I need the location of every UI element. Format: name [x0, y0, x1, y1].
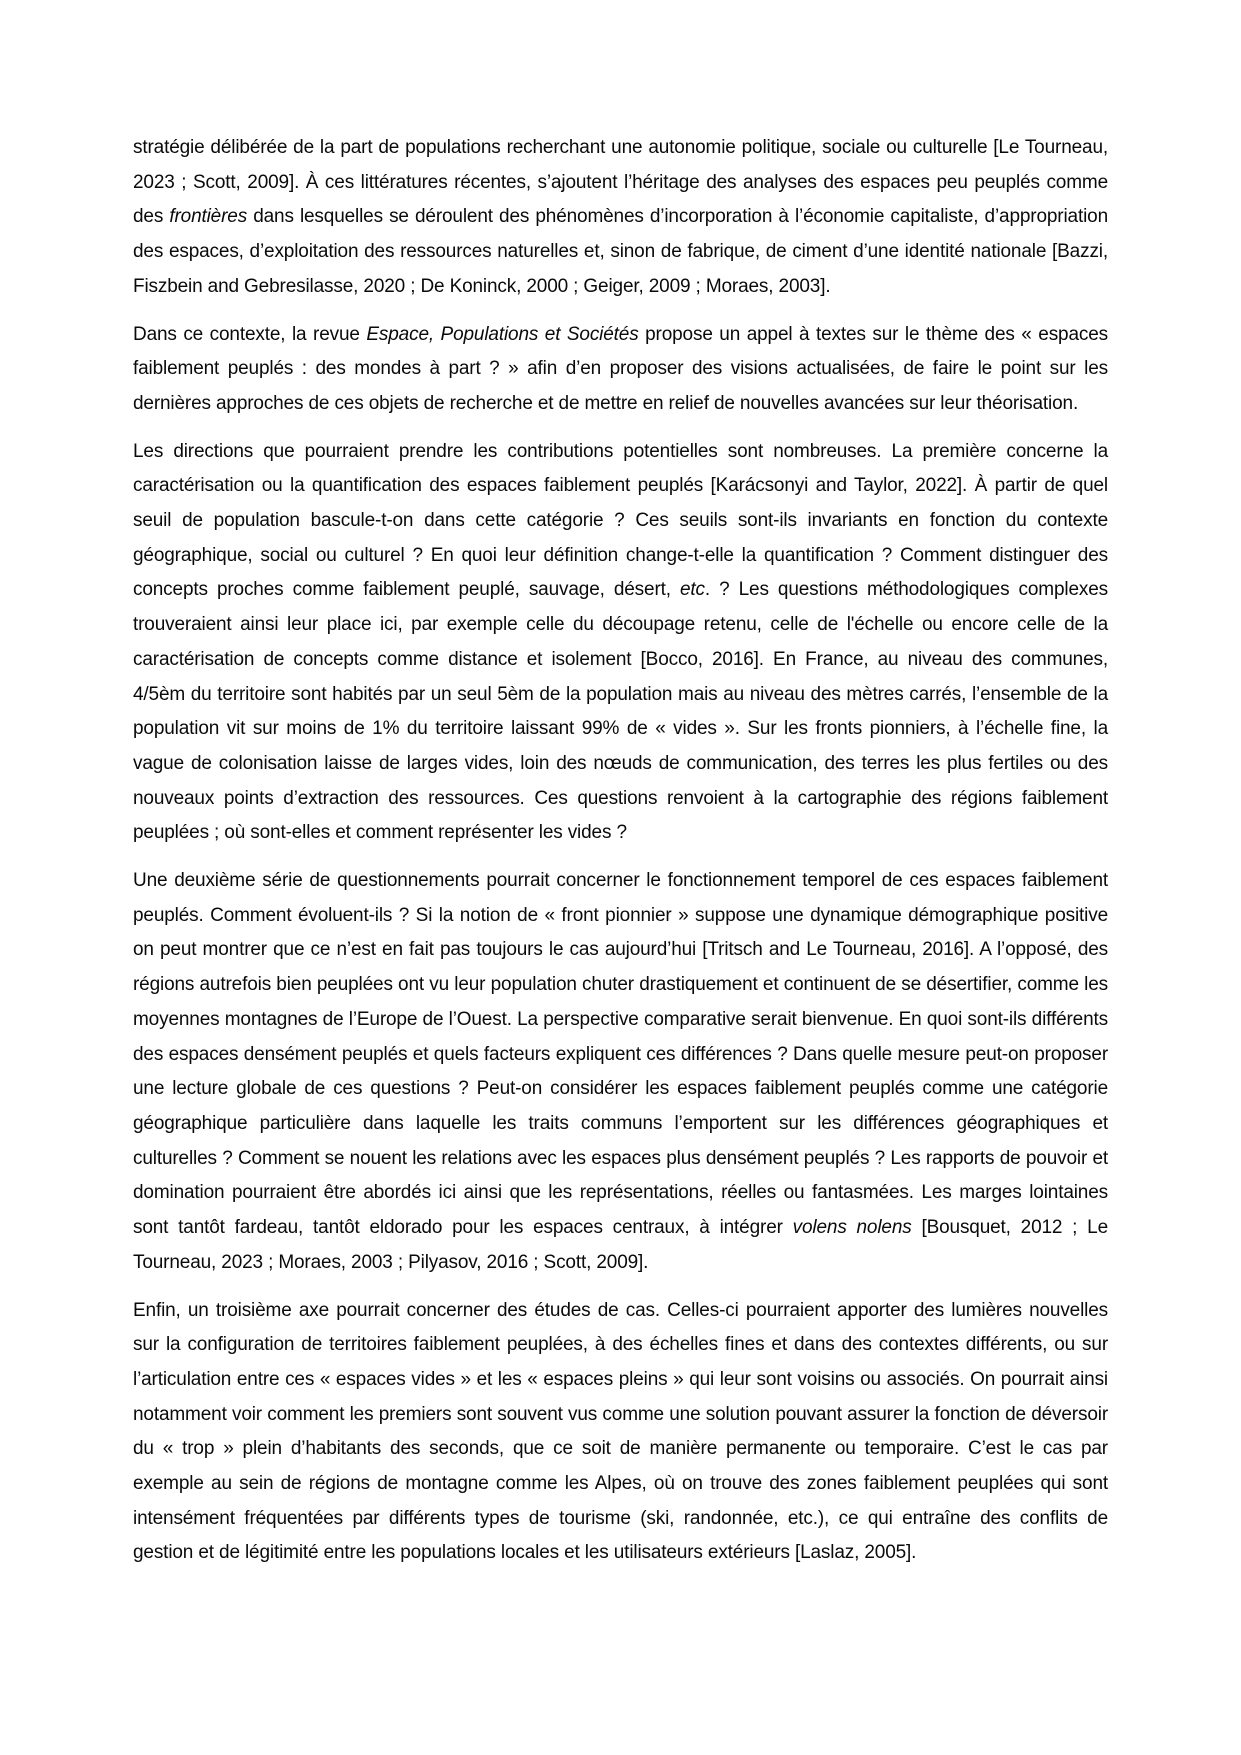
text-run: Enfin, un troisième axe pourrait concerner des études de cas. Celles-ci pourraient apporter des lumières nouvelles sur la configuration de territoires faiblement peuplées, à des échelles fines et dans des contextes différents, ou sur l’articulation entre ces « espaces vides » et les « espaces pleins » qui leur sont voisins ou associés. On pourrait ainsi notamment voir comment les premiers sont souvent vus comme une solution pouvant assurer la fonction de déversoir du « trop » plein d’habitants des seconds, que ce soit de manière permanente ou temporaire. C’est le cas par exemple au sein de régions de montagne comme les Alpes, où on trouve des zones faiblement peuplées qui sont intensément fréquentées par différents types de tourisme (ski, randonnée, etc.), ce qui entraîne des conflits de gestion et de légitimité entre les populations locales et les utilisateurs extérieurs [Laslaz, 2005].	[133, 1299, 1108, 1564]
text-run: stratégie délibérée de la part de populations recherchant une autonomie politique, sociale ou culturelle [Le Tourneau, 2023 ; Scott, 2009]. À ces littératures récentes, s’ajoutent l’héritage des analyses des espaces peu peuplés comme des	[133, 137, 1108, 228]
text-run: . ? Les questions méthodologiques complexes trouveraient ainsi leur place ici, par exemple celle du découpage retenu, celle de l'échelle ou encore celle de la caractérisation de concepts comme distance et isolement [Bocco, 2016]. En France, au niveau des communes, 4/5èm du territoire sont habités par un seul 5èm de la population mais au niveau des mètres carrés, l’ensemble de la population vit sur moins de 1% du territoire laissant 99% de « vides ». Sur les fronts pionniers, à l’échelle fine, la vague de colonisation laisse de larges vides, loin des nœuds de communication, des terres les plus fertiles ou des nouveaux points d’extraction des ressources. Ces questions renvoient à la cartographie des régions faiblement peuplées ; où sont-elles et comment représenter les vides ?	[133, 579, 1108, 844]
paragraph	[133, 318, 1108, 422]
paragraph	[133, 435, 1108, 851]
text-run: propose un appel à textes sur le thème des « espaces faiblement peuplés : des mondes à part ? » afin d’en proposer des visions actualisées, de faire le point sur les dernières approches de ces objets de recherche et de mettre en relief de nouvelles avancées sur leur théorisation.	[133, 323, 1109, 414]
text-run: Les directions que pourraient prendre les contributions potentielles sont nombreuses. La première concerne la caractérisation ou la quantification des espaces faiblement peuplés [Karácsonyi and Taylor, 2022]. À partir de quel seuil de population bascule-t-on dans cette catégorie ? Ces seuils sont-ils invariants en fonction du contexte géographique, social ou culturel ? En quoi leur définition change-t-elle la quantification ? Comment distinguer des concepts proches comme faiblement peuplé, sauvage, désert,	[133, 440, 1108, 601]
paragraph	[133, 864, 1108, 1280]
text-run: Dans ce contexte, la revue	[133, 323, 367, 345]
document-body	[133, 131, 1108, 1571]
text-run: dans lesquelles se déroulent des phénomènes d’incorporation à l’économie capitaliste, d’appropriation des espaces, d’exploitation des ressources naturelles et, sinon de fabrique, de ciment d’une identité nationale [Bazzi, Fiszbein and Gebresilasse, 2020 ; De Koninck, 2000 ; Geiger, 2009 ; Moraes, 2003].	[133, 206, 1108, 297]
italic-text-run: frontières	[169, 206, 248, 228]
italic-text-run: etc	[679, 579, 705, 601]
italic-text-run: Espace, Populations et Sociétés	[366, 323, 639, 345]
italic-text-run: volens nolens	[792, 1217, 912, 1239]
paragraph	[133, 131, 1108, 305]
text-run: [Bousquet, 2012 ; Le Tourneau, 2023 ; Moraes, 2003 ; Pilyasov, 2016 ; Scott, 2009].	[133, 1217, 1108, 1273]
text-run: Une deuxième série de questionnements pourrait concerner le fonctionnement temporel de ces espaces faiblement peuplés. Comment évoluent-ils ? Si la notion de « front pionnier » suppose une dynamique démographique positive on peut montrer que ce n’est en fait pas toujours le cas aujourd’hui [Tritsch and Le Tourneau, 2016]. A l’opposé, des régions autrefois bien peuplées ont vu leur population chuter drastiquement et continuent de se désertifier, comme les moyennes montagnes de l’Europe de l’Ouest. La perspective comparative serait bienvenue. En quoi sont-ils différents des espaces densément peuplés et quels facteurs expliquent ces différences ? Dans quelle mesure peut-on proposer une lecture globale de ces questions ? Peut-on considérer les espaces faiblement peuplés comme une catégorie géographique particulière dans laquelle les traits communs l’emportent sur les différences géographiques et culturelles ? Comment se nouent les relations avec les espaces plus densément peuplés ? Les rapports de pouvoir et domination pourraient être abordés ici ainsi que les représentations, réelles ou fantasmées. Les marges lointaines sont tantôt fardeau, tantôt eldorado pour les espaces centraux, à intégrer	[133, 870, 1108, 1239]
paragraph	[133, 1294, 1108, 1572]
